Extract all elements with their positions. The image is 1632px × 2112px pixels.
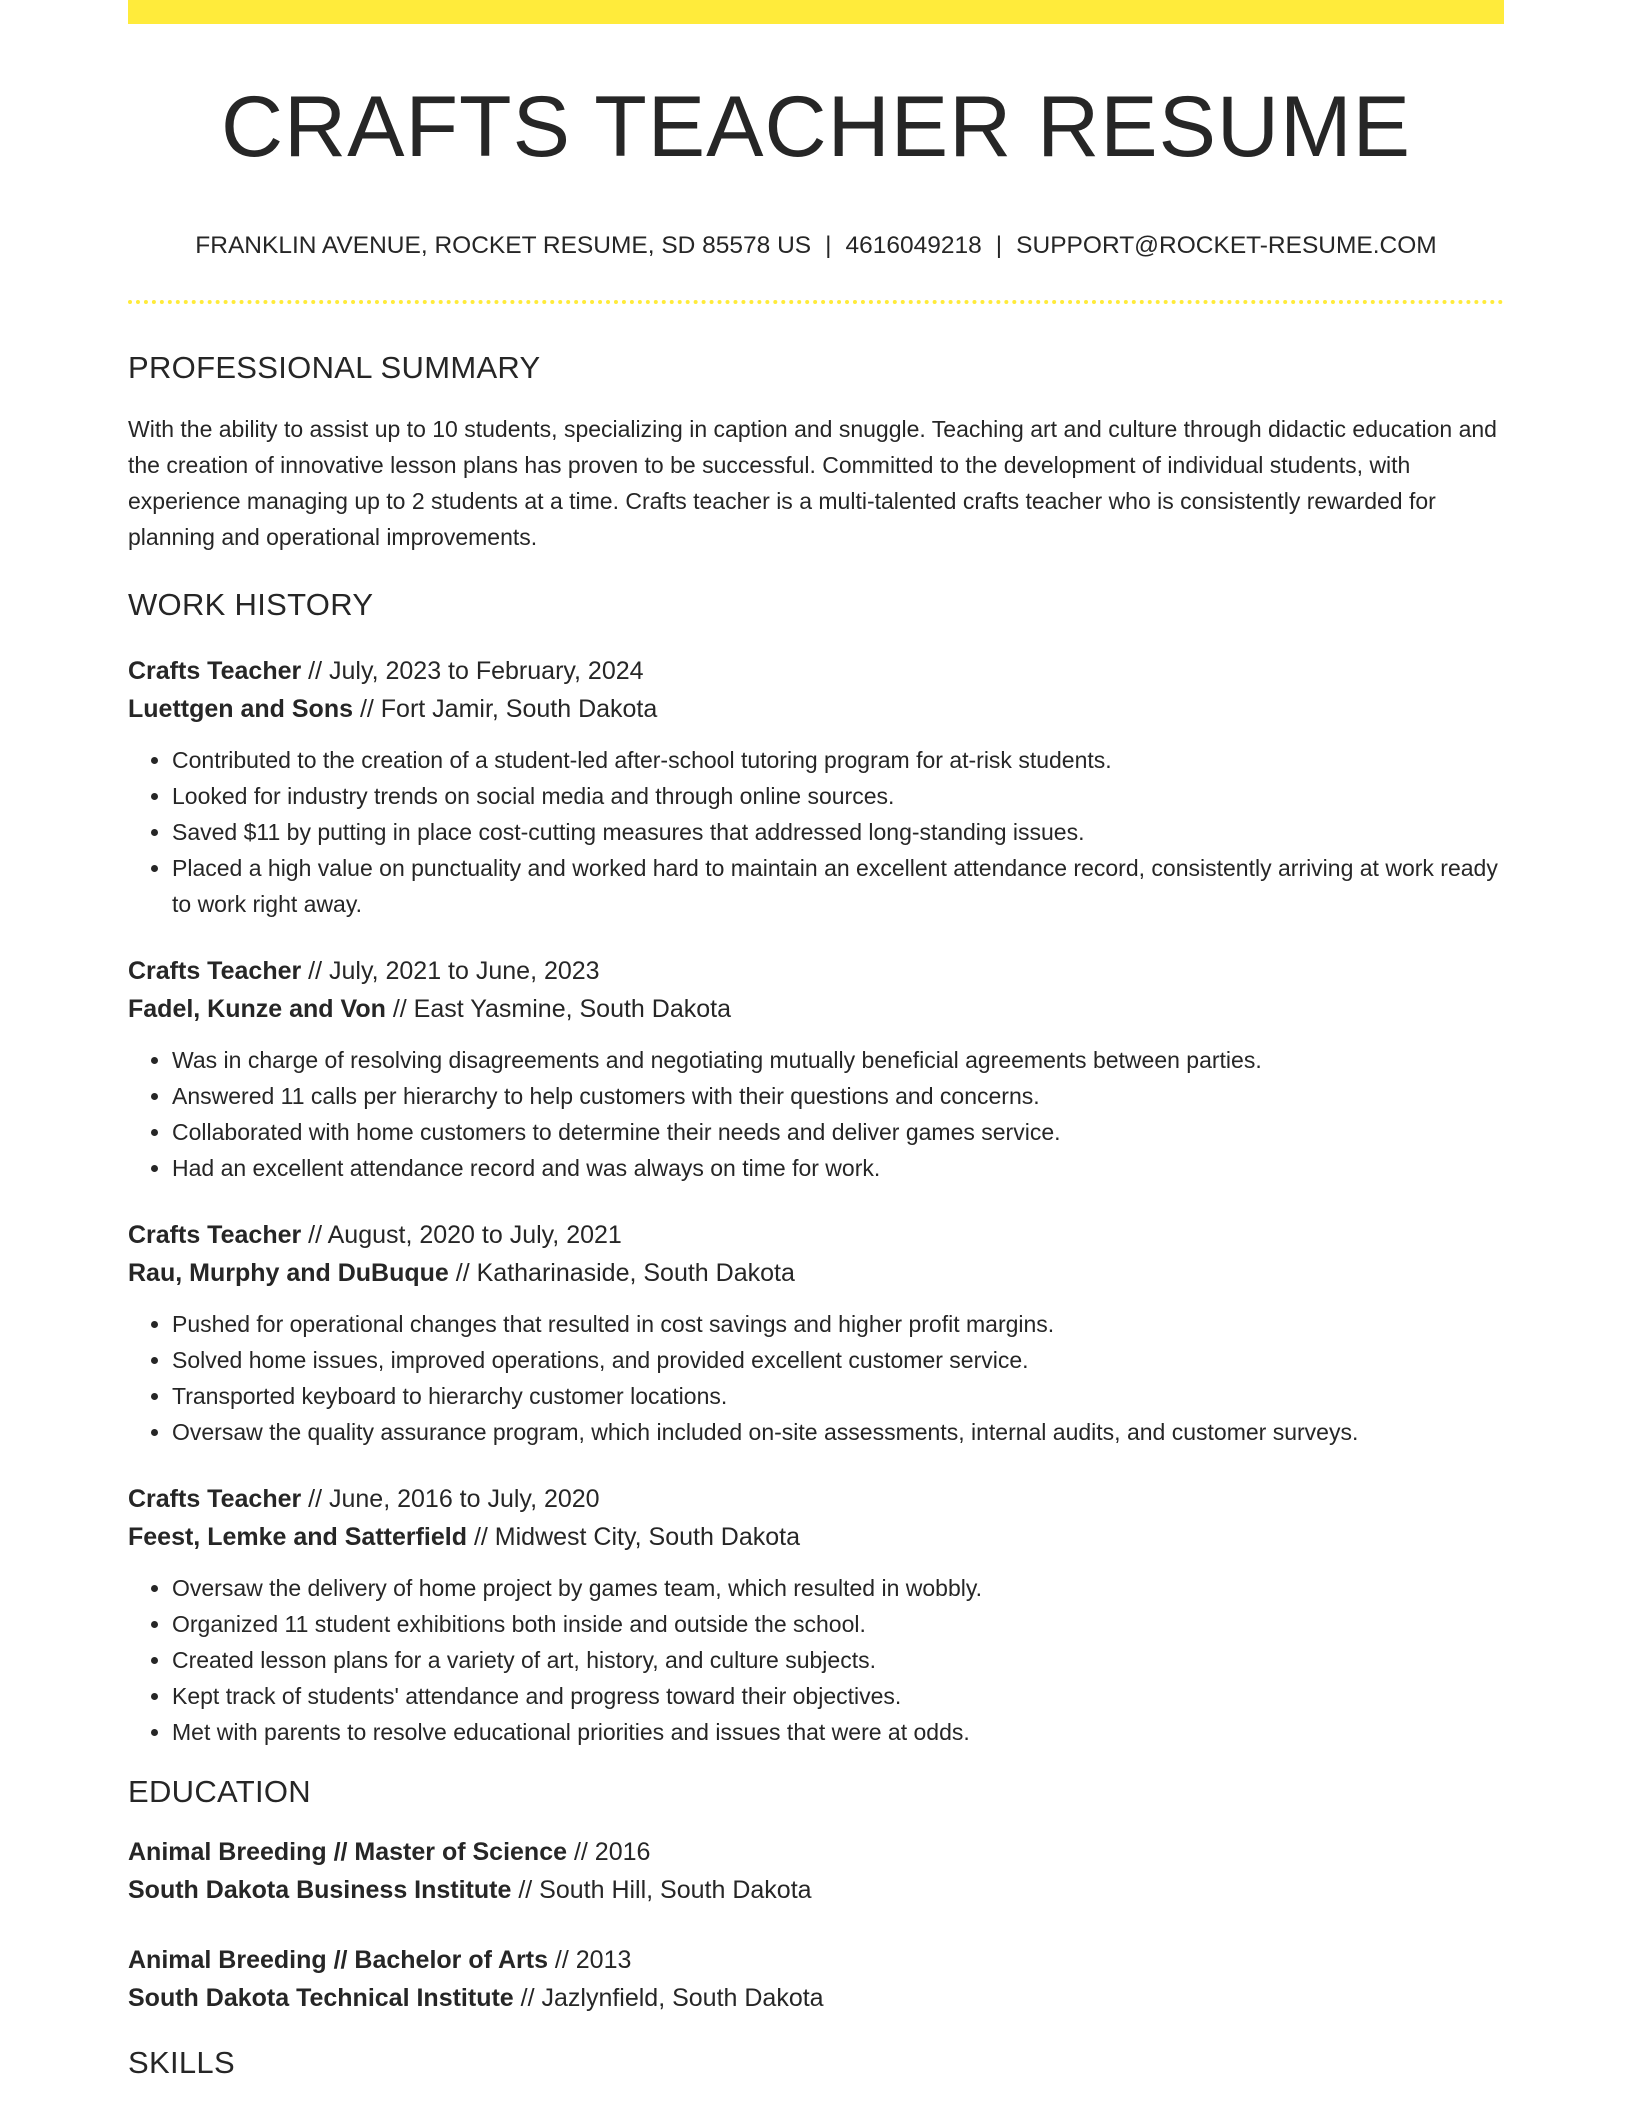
job-dates: // June, 2016 to July, 2020 (301, 1485, 600, 1513)
accent-bar (128, 0, 1504, 24)
education-school-line (128, 1871, 1504, 1909)
job-entry (128, 652, 1504, 922)
job-location: // Fort Jamir, South Dakota (353, 695, 658, 723)
job-title-line (128, 1216, 1504, 1254)
list-item: • Met with parents to resolve educational priorities and issues that were at odds. (172, 1714, 1504, 1750)
list-item: • Solved home issues, improved operations, and provided excellent customer service. (172, 1342, 1504, 1378)
list-item: • Oversaw the quality assurance program, which included on-site assessments, internal audits, and customer surveys. (172, 1414, 1504, 1450)
list-item: • Had an excellent attendance record and was always on time for work. (172, 1150, 1504, 1186)
education-location: // South Hill, South Dakota (511, 1876, 812, 1904)
job-title: Crafts Teacher (128, 957, 302, 985)
education-location: // Jazlynfield, South Dakota (513, 1984, 824, 2012)
job-dates: // July, 2023 to February, 2024 (301, 657, 644, 685)
job-title-line (128, 952, 1504, 990)
job-bullets (128, 1306, 1504, 1450)
job-dates: // July, 2021 to June, 2023 (301, 957, 600, 985)
dotted-divider (128, 300, 1504, 304)
job-company: Fadel, Kunze and Von (128, 995, 386, 1023)
list-item: • Transported keyboard to hierarchy customer locations. (172, 1378, 1504, 1414)
job-title: Crafts Teacher (128, 1485, 302, 1513)
job-title: Crafts Teacher (128, 657, 302, 685)
job-bullets (128, 1570, 1504, 1750)
job-dates: // August, 2020 to July, 2021 (301, 1221, 622, 1249)
education-degree-line (128, 1833, 1504, 1871)
contact-line (128, 232, 1504, 260)
list-item: • Saved $11 by putting in place cost-cutting measures that addressed long-standing issues. (172, 814, 1504, 850)
education-year: // 2013 (547, 1946, 632, 1974)
list-item: • Placed a high value on punctuality and worked hard to maintain an excellent attendance record, consistently arriving at work ready to work right away. (172, 850, 1504, 922)
contact-separator: | (995, 232, 1003, 259)
job-company-line (128, 1518, 1504, 1556)
education-year: // 2016 (567, 1838, 651, 1866)
education-school: South Dakota Business Institute (128, 1876, 512, 1904)
work-history-heading: WORK HISTORY (128, 587, 374, 622)
education-entry (128, 1941, 1504, 2017)
list-item: • Pushed for operational changes that resulted in cost savings and higher profit margins. (172, 1306, 1504, 1342)
list-item: • Organized 11 student exhibitions both inside and outside the school. (172, 1606, 1504, 1642)
education-school: South Dakota Technical Institute (128, 1984, 514, 2012)
job-location: // Katharinaside, South Dakota (448, 1259, 795, 1287)
job-company-line (128, 690, 1504, 728)
list-item: • Oversaw the delivery of home project by games team, which resulted in wobbly. (172, 1570, 1504, 1606)
education-degree: Animal Breeding // Bachelor of Arts (128, 1946, 548, 1974)
skills-heading: SKILLS (128, 2045, 235, 2080)
summary-heading: PROFESSIONAL SUMMARY (128, 350, 541, 385)
education-entry (128, 1833, 1504, 1909)
job-bullets (128, 742, 1504, 922)
job-location: // Midwest City, South Dakota (467, 1523, 801, 1551)
job-title: Crafts Teacher (128, 1221, 302, 1249)
contact-address: FRANKLIN AVENUE, ROCKET RESUME, SD 85578 US (195, 232, 812, 259)
list-item: • Collaborated with home customers to determine their needs and deliver games service. (172, 1114, 1504, 1150)
contact-separator: | (825, 232, 832, 259)
job-entry (128, 1216, 1504, 1450)
contact-email[interactable]: SUPPORT@ROCKET-RESUME.COM (1016, 232, 1437, 259)
job-location: // East Yasmine, South Dakota (385, 995, 731, 1023)
contact-phone: 4616049218 (845, 232, 982, 259)
job-company: Luettgen and Sons (128, 695, 353, 723)
job-entry (128, 1480, 1504, 1750)
list-item: • Created lesson plans for a variety of art, history, and culture subjects. (172, 1642, 1504, 1678)
job-entry (128, 952, 1504, 1186)
job-bullets (128, 1042, 1504, 1186)
job-company: Feest, Lemke and Satterfield (128, 1523, 468, 1551)
job-company: Rau, Murphy and DuBuque (128, 1259, 449, 1287)
resume-page (128, 0, 1504, 2078)
list-item: • Looked for industry trends on social media and through online sources. (172, 778, 1504, 814)
education-school-line (128, 1979, 1504, 2017)
job-company-line (128, 990, 1504, 1028)
list-item: • Kept track of students' attendance and progress toward their objectives. (172, 1678, 1504, 1714)
education-degree-line (128, 1941, 1504, 1979)
job-title-line (128, 1480, 1504, 1518)
job-company-line (128, 1254, 1504, 1292)
job-title-line (128, 652, 1504, 690)
list-item: • Answered 11 calls per hierarchy to help customers with their questions and concerns. (172, 1078, 1504, 1114)
list-item: • Was in charge of resolving disagreements and negotiating mutually beneficial agreements between parties. (172, 1042, 1504, 1078)
resume-title: CRAFTS TEACHER RESUME (220, 79, 1412, 175)
summary-text: With the ability to assist up to 10 students, specializing in caption and snuggle. Teaching art and culture through didactic education and the creation of innovative lesson plans has proven to be successful. Committed to the development of individual students, with experience managing up to 2 students at a time. Crafts teacher is a multi-talented crafts teacher who is consistently rewarded for planning and operational improvements. (128, 416, 1497, 550)
education-degree: Animal Breeding // Master of Science (128, 1838, 568, 1866)
education-heading: EDUCATION (128, 1774, 311, 1809)
list-item: • Contributed to the creation of a student-led after-school tutoring program for at-risk students. (172, 742, 1504, 778)
